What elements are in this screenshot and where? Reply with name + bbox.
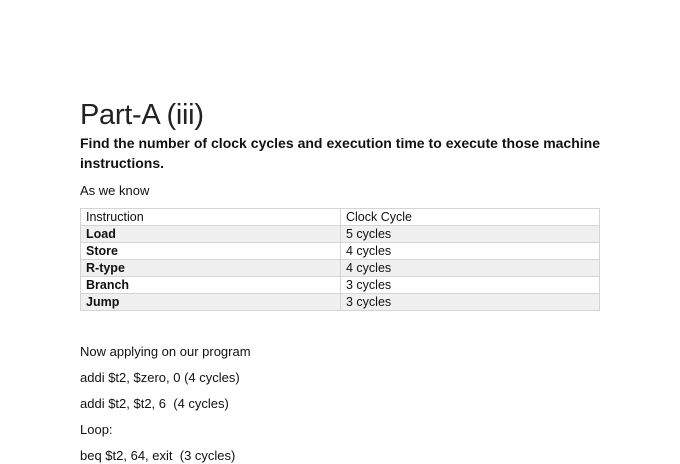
table-cell-cycles: 3 cycles: [341, 277, 600, 294]
table-cell-instruction: R-type: [81, 260, 341, 277]
program-line: beq $t2, 64, exit (3 cycles): [80, 448, 236, 463]
table-header-cell: Clock Cycle: [341, 209, 600, 226]
table-cell-cycles: 3 cycles: [341, 294, 600, 311]
question-text: Find the number of clock cycles and execution time to execute those machine instructions.: [80, 135, 600, 171]
table-row: [81, 260, 600, 277]
table-row: [81, 243, 600, 260]
table-cell-instruction: Jump: [81, 294, 341, 311]
table-cell-instruction: Load: [81, 226, 341, 243]
program-line: addi $t2, $t2, 6 (4 cycles): [80, 396, 229, 411]
table-cell-instruction: Store: [81, 243, 341, 260]
table-header-cell: Instruction: [81, 209, 341, 226]
table-cell-cycles: 4 cycles: [341, 243, 600, 260]
clock-cycle-table: [80, 208, 600, 311]
intro-text: As we know: [80, 183, 150, 198]
table-row: [81, 226, 600, 243]
table-row: [81, 294, 600, 311]
applying-text: Now applying on our program: [80, 344, 251, 359]
table-cell-cycles: 4 cycles: [341, 260, 600, 277]
program-line: addi $t2, $zero, 0 (4 cycles): [80, 370, 240, 385]
table-header-row: [81, 209, 600, 226]
table-cell-cycles: 5 cycles: [341, 226, 600, 243]
table-row: [81, 277, 600, 294]
table-cell-instruction: Branch: [81, 277, 341, 294]
section-heading: Part-A (iii): [80, 99, 204, 131]
program-line: Loop:: [80, 422, 113, 437]
